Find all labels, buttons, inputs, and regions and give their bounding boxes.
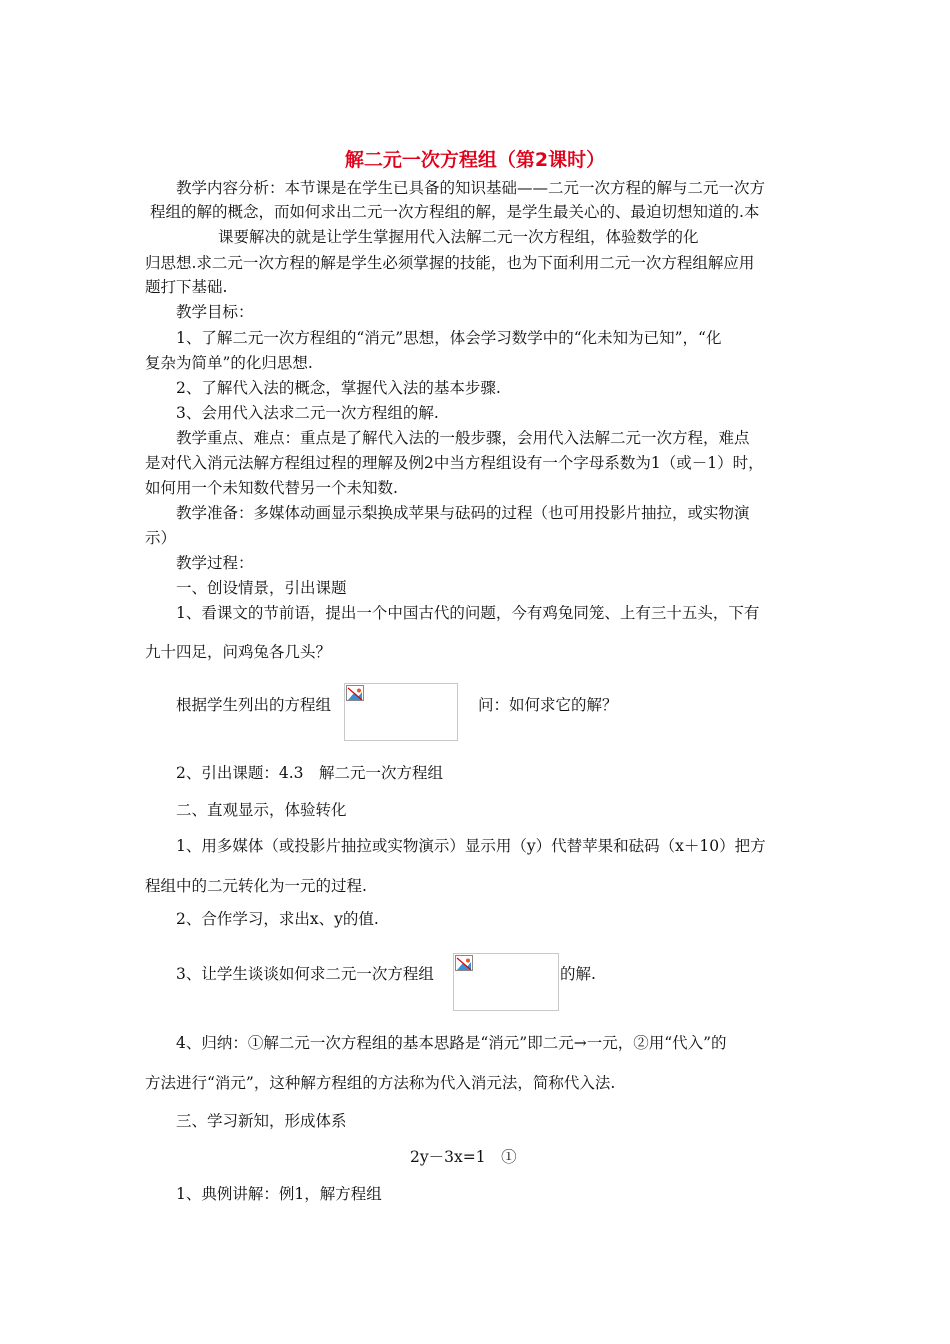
analysis-line-1: 教学内容分析：本节课是在学生已具备的知识基础——二元一次方程的解与二元一次方 (176, 179, 766, 197)
objectives-heading: 教学目标： (176, 303, 254, 321)
analysis-line-5: 题打下基础. (145, 278, 228, 296)
s2-item-4-line-1: 4、归纳：①解二元一次方程组的基本思路是“消元”即二元→一元，②用“代入”的 (176, 1034, 727, 1052)
s1-item-1-line-1: 1、看课文的节前语，提出一个中国古代的问题，今有鸡兔同笼、上有三十五头，下有 (176, 604, 760, 622)
preparation-line-2: 示） (145, 529, 177, 547)
section-1-heading: 一、创设情景，引出课题 (176, 579, 347, 597)
equation-system-image-2 (453, 953, 559, 1011)
objective-1-line-1: 1、了解二元一次方程组的“消元”思想，体会学习数学中的“化未知为已知”，“化 (176, 329, 722, 347)
s1-students-text: 根据学生列出的方程组 (176, 696, 332, 714)
preparation-line-1: 教学准备：多媒体动画显示梨换成苹果与砝码的过程（也可用投影片抽拉，或实物演 (176, 504, 750, 522)
broken-image-icon (346, 685, 364, 701)
s2-item-1-line-1: 1、用多媒体（或投影片抽拉或实物演示）显示用（y）代替苹果和砝码（x＋10）把方 (176, 837, 766, 855)
s1-question: 问：如何求它的解？ (478, 696, 618, 714)
s2-item-3-text: 3、让学生谈谈如何求二元一次方程组 (176, 965, 434, 983)
analysis-line-4: 归思想.求二元一次方程的解是学生必须掌握的技能，也为下面利用二元一次方程组解应用 (145, 254, 755, 272)
s2-item-1-line-2: 程组中的二元转化为一元的过程. (145, 877, 367, 895)
process-heading: 教学过程： (176, 554, 254, 572)
s2-item-4-line-2: 方法进行“消元”，这种解方程组的方法称为代入消元法，简称代入法. (145, 1074, 616, 1092)
equation-system-image-1 (344, 683, 458, 741)
objective-3: 3、会用代入法求二元一次方程组的解. (176, 404, 439, 422)
objective-1-line-2: 复杂为简单”的化归思想. (145, 354, 313, 372)
s2-item-2: 2、合作学习，求出x、y的值. (176, 910, 379, 928)
broken-image-icon (455, 955, 473, 971)
equation-1: 2y－3x=1 ① (410, 1148, 517, 1166)
keypoints-line-1: 教学重点、难点：重点是了解代入法的一般步骤，会用代入法解二元一次方程，难点 (176, 429, 750, 447)
analysis-line-3: 课要解决的就是让学生掌握用代入法解二元一次方程组，体验数学的化 (218, 228, 699, 246)
s3-item-1: 1、典例讲解：例1，解方程组 (176, 1185, 382, 1203)
section-3-heading: 三、学习新知，形成体系 (176, 1112, 347, 1130)
s1-item-1-line-2: 九十四足，问鸡兔各几头？ (145, 643, 332, 661)
section-2-heading: 二、直观显示，体验转化 (176, 801, 347, 819)
analysis-line-2: 程组的解的概念，而如何求出二元一次方程组的解，是学生最关心的、最迫切想知道的.本 (150, 203, 760, 221)
objective-2: 2、了解代入法的概念，掌握代入法的基本步骤. (176, 379, 501, 397)
keypoints-line-2: 是对代入消元法解方程组过程的理解及例2中当方程组设有一个字母系数为1（或－1）时， (145, 454, 764, 472)
page-title: 解二元一次方程组（第2课时） (344, 149, 606, 171)
keypoints-line-3: 如何用一个未知数代替另一个未知数. (145, 479, 398, 497)
s2-item-3-suffix: 的解. (560, 965, 596, 983)
s1-item-2: 2、引出课题：4.3 解二元一次方程组 (176, 764, 444, 782)
